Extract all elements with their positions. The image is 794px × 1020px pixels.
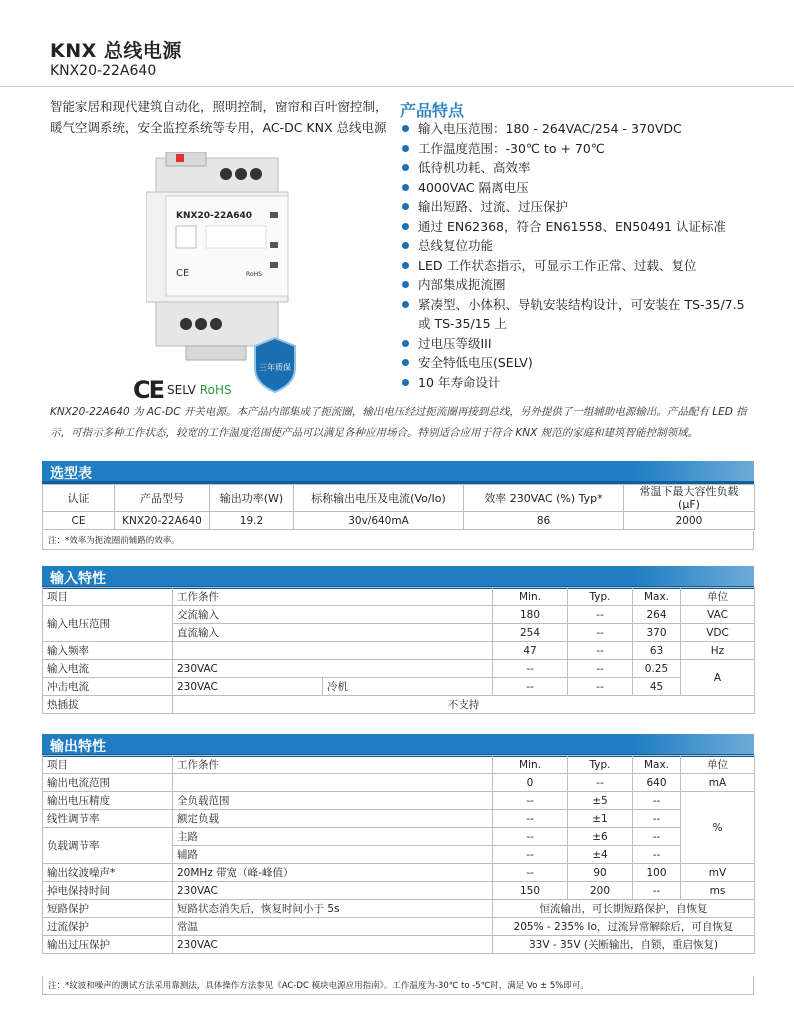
- cell: Hz: [681, 642, 755, 660]
- cell: --: [568, 660, 633, 678]
- output-table: [42, 755, 755, 954]
- header-cell: Min.: [493, 588, 568, 606]
- cell: --: [568, 606, 633, 624]
- cell: --: [633, 810, 681, 828]
- table-row: [43, 588, 755, 606]
- cell: 输入电流: [43, 660, 173, 678]
- list-item: 总线复位功能: [400, 236, 760, 256]
- table-row: [43, 810, 755, 828]
- header-cell: Max.: [633, 756, 681, 774]
- cell: 不支持: [173, 696, 755, 714]
- cell: --: [633, 846, 681, 864]
- table-row: [43, 512, 755, 530]
- divider: [0, 86, 794, 87]
- cell: 30v/640mA: [294, 512, 464, 530]
- cell: --: [568, 774, 633, 792]
- list-item: 输出短路、过流、过压保护: [400, 197, 760, 217]
- header-cell: 输出功率(W): [210, 485, 294, 512]
- cell: 63: [633, 642, 681, 660]
- cell: 20MHz 带宽（峰-峰值）: [173, 864, 493, 882]
- cell: 230VAC: [173, 882, 493, 900]
- table-row: [43, 678, 755, 696]
- list-item: 内部集成扼流圈: [400, 275, 760, 295]
- header-cell: 项目: [43, 588, 173, 606]
- table-row: [43, 660, 755, 678]
- cell: CE: [43, 512, 115, 530]
- cell: 热插拔: [43, 696, 173, 714]
- list-item: 10 年寿命设计: [400, 373, 760, 393]
- cell: 冲击电流: [43, 678, 173, 696]
- cell: [173, 642, 493, 660]
- cell: 230VAC: [173, 660, 493, 678]
- cell: 640: [633, 774, 681, 792]
- header-cell: Min.: [493, 756, 568, 774]
- product-description: KNX20-22A640 为 AC-DC 开关电源。本产品内部集成了扼流圈，输出电压经过扼流圈再接到总线，另外提供了一组辅助电源输出。产品配有 LED 指示，可指示多种工作状态，较宽的工作温度范围使产品可以满足各种应用场合。特别适合应用于符合 KNX 规范的家庭和建筑智能控制领域。: [50, 406, 747, 439]
- features-list: [400, 119, 760, 392]
- cell: 90: [568, 864, 633, 882]
- cell: --: [633, 792, 681, 810]
- table-row: [43, 792, 755, 810]
- product-label-ce: CE: [176, 268, 190, 279]
- cell: 100: [633, 864, 681, 882]
- list-item: LED 工作状态指示，可显示工作正常、过载、复位: [400, 256, 760, 276]
- cell: 恒流输出，可长期短路保护，自恢复: [493, 900, 755, 918]
- table-row: [43, 864, 755, 882]
- list-item: 输入电压范围：180 - 264VAC/254 - 370VDC: [400, 119, 760, 139]
- selection-table: [42, 484, 755, 530]
- list-item: 工作温度范围：-30℃ to + 70℃: [400, 139, 760, 159]
- list-item: 紧凑型、小体积、导轨安装结构设计，可安装在 TS-35/7.5 或 TS-35/15 上: [400, 295, 760, 334]
- product-label-model: KNX20-22A640: [176, 211, 252, 221]
- table-row: [43, 642, 755, 660]
- cell: 205% - 235% Io，过流异常解除后，可自恢复: [493, 918, 755, 936]
- cell: 输出纹波噪声*: [43, 864, 173, 882]
- cell: 输出电流范围: [43, 774, 173, 792]
- cell: --: [633, 828, 681, 846]
- cell: --: [493, 864, 568, 882]
- cell: 0.25: [633, 660, 681, 678]
- cell: 掉电保持时间: [43, 882, 173, 900]
- cell: 180: [493, 606, 568, 624]
- header-cell: 工作条件: [173, 756, 493, 774]
- cell: 交流输入: [173, 606, 493, 624]
- table-row: [43, 882, 755, 900]
- header-cell: 产品型号: [115, 485, 210, 512]
- list-item: 低待机功耗、高效率: [400, 158, 760, 178]
- cell: ±5: [568, 792, 633, 810]
- cell: 230VAC: [173, 678, 323, 696]
- model-number: KNX20-22A640: [50, 63, 157, 79]
- header-cell: Typ.: [568, 588, 633, 606]
- input-table: [42, 587, 755, 714]
- cell: --: [493, 846, 568, 864]
- cell: 额定负载: [173, 810, 493, 828]
- rohs-label: RoHS: [199, 383, 232, 397]
- cell: 输出过压保护: [43, 936, 173, 954]
- header-cell: 单位: [681, 588, 755, 606]
- header-cell: Max.: [633, 588, 681, 606]
- page-title: KNX 总线电源: [50, 40, 182, 62]
- cell: KNX20-22A640: [115, 512, 210, 530]
- cell: 47: [493, 642, 568, 660]
- cell: --: [493, 660, 568, 678]
- cell: 264: [633, 606, 681, 624]
- cell: 输入电压范围: [43, 606, 173, 642]
- cell: ms: [681, 882, 755, 900]
- cell: VAC: [681, 606, 755, 624]
- cell: 2000: [624, 512, 755, 530]
- table-row: [43, 936, 755, 954]
- cell: 19.2: [210, 512, 294, 530]
- table-row: [43, 774, 755, 792]
- cell: 230VAC: [173, 936, 493, 954]
- cell: VDC: [681, 624, 755, 642]
- cell: 86: [464, 512, 624, 530]
- list-item: 4000VAC 隔离电压: [400, 178, 760, 198]
- cell: [173, 774, 493, 792]
- list-item: 通过 EN62368，符合 EN61558、EN50491 认证标准: [400, 217, 760, 237]
- header-cell: 认证: [43, 485, 115, 512]
- table-row: [43, 756, 755, 774]
- cell: 冷机: [323, 678, 493, 696]
- cell: --: [568, 624, 633, 642]
- cell: 负载调节率: [43, 828, 173, 864]
- table-row: [43, 696, 755, 714]
- cell: --: [568, 678, 633, 696]
- intro-text: 智能家居和现代建筑自动化，照明控制，窗帘和百叶窗控制，暖气空调系统，安全监控系统等专用，AC-DC KNX 总线电源: [50, 99, 388, 135]
- cell: 45: [633, 678, 681, 696]
- input-section-header: 输入特性: [42, 566, 754, 589]
- cell: 0: [493, 774, 568, 792]
- cert-marks: [133, 376, 232, 404]
- cell: 过流保护: [43, 918, 173, 936]
- table-row: [43, 900, 755, 918]
- cell: 254: [493, 624, 568, 642]
- header-cell: 标称输出电压及电流(Vo/Io): [294, 485, 464, 512]
- table-row: [43, 606, 755, 624]
- cell: --: [493, 678, 568, 696]
- cell: 线性调节率: [43, 810, 173, 828]
- cell: 常温: [173, 918, 493, 936]
- cell: 短路保护: [43, 900, 173, 918]
- cell: 370: [633, 624, 681, 642]
- cell: --: [568, 642, 633, 660]
- cell: --: [493, 828, 568, 846]
- list-item: 过电压等级III: [400, 334, 760, 354]
- cell: mA: [681, 774, 755, 792]
- product-label-rohs: RoHS: [246, 271, 262, 278]
- cell: ±4: [568, 846, 633, 864]
- header-cell: 工作条件: [173, 588, 493, 606]
- product-image: [146, 152, 298, 364]
- header-cell: 常温下最大容性负载 (μF): [624, 485, 755, 512]
- selection-section-header: 选型表: [42, 461, 754, 484]
- output-section-header: 输出特性: [42, 734, 754, 757]
- cell: 输出电压精度: [43, 792, 173, 810]
- cell: --: [493, 792, 568, 810]
- cell: mV: [681, 864, 755, 882]
- cell: 150: [493, 882, 568, 900]
- header-cell: 单位: [681, 756, 755, 774]
- table-row: [43, 485, 755, 512]
- list-item: 安全特低电压(SELV): [400, 353, 760, 373]
- cell: 主路: [173, 828, 493, 846]
- cell: 200: [568, 882, 633, 900]
- table-row: [43, 828, 755, 846]
- cell: A: [681, 660, 755, 696]
- cell: ±6: [568, 828, 633, 846]
- cell: ±1: [568, 810, 633, 828]
- ce-logo: CE: [133, 376, 164, 404]
- selv-label: SELV: [167, 383, 196, 397]
- cell: 辅路: [173, 846, 493, 864]
- header-cell: Typ.: [568, 756, 633, 774]
- output-note: 注：*纹波和噪声的测试方法采用靠测法，具体操作方法参见《AC-DC 模块电源应用指南》。工作温度为-30℃ to -5℃时，满足 Vo ± 5%即可。: [42, 976, 754, 995]
- cell: 全负载范围: [173, 792, 493, 810]
- features-title: 产品特点: [400, 101, 465, 120]
- cell: 输入频率: [43, 642, 173, 660]
- cell: 直流输入: [173, 624, 493, 642]
- selection-note: 注：*效率为扼流圈前辅路的效率。: [42, 531, 754, 550]
- cell: 33V - 35V (关断输出，自锁，重启恢复): [493, 936, 755, 954]
- warranty-seal-text: 三年质保: [259, 363, 291, 372]
- cell: %: [681, 792, 755, 864]
- header-cell: 效率 230VAC (%) Typ*: [464, 485, 624, 512]
- warranty-seal-icon: [252, 336, 298, 394]
- cell: --: [493, 810, 568, 828]
- header-cell: 项目: [43, 756, 173, 774]
- table-row: [43, 918, 755, 936]
- cell: 短路状态消失后，恢复时间小于 5s: [173, 900, 493, 918]
- cell: --: [633, 882, 681, 900]
